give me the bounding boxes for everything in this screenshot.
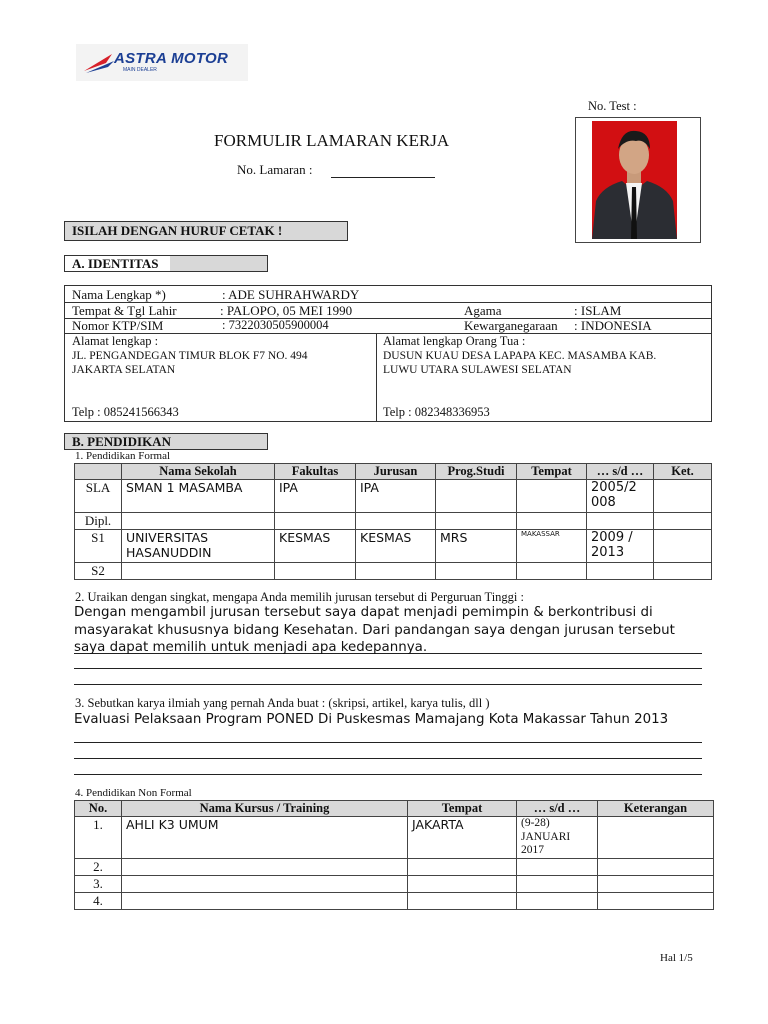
logo-brand-text: ASTRA MOTOR [114, 50, 229, 67]
col-tempat: Tempat [408, 801, 517, 817]
table-row [75, 876, 714, 893]
tempat-cell[interactable] [517, 480, 587, 513]
q3-answer[interactable]: Evaluasi Pelaksaan Program PONED Di Puskesmas Mamajang Kota Makassar Tahun 2013 [74, 712, 669, 727]
table-row [75, 893, 714, 910]
col-nama-kursus: Nama Kursus / Training [122, 801, 408, 817]
ktp-label: Nomor KTP/SIM [72, 318, 164, 333]
alamat-label: Alamat lengkap : [72, 334, 159, 348]
ket-cell[interactable] [654, 513, 712, 530]
col-jurusan: Jurusan [356, 464, 436, 480]
applicant-photo [592, 121, 677, 239]
page-number: Hal 1/5 [660, 952, 693, 964]
kursus-cell[interactable] [122, 893, 408, 910]
sekolah-cell[interactable]: UNIVERSITAS HASANUDDIN [122, 530, 275, 563]
no-lamaran-label: No. Lamaran : [237, 162, 313, 177]
tempat-cell[interactable] [408, 893, 517, 910]
col-ket: Ket. [654, 464, 712, 480]
table-row [75, 859, 714, 876]
table-row [75, 530, 712, 563]
col-fakultas: Fakultas [275, 464, 356, 480]
tempat-cell[interactable]: MAKASSAR [517, 530, 587, 563]
ket-cell[interactable] [654, 530, 712, 563]
ktp-value[interactable]: : 7322030505900004 [222, 318, 329, 332]
fakultas-cell[interactable]: IPA [275, 480, 356, 513]
sd-cell[interactable]: 2009 / 2013 [587, 530, 654, 563]
col-tempat: Tempat [517, 464, 587, 480]
sd-cell[interactable]: (9-28) JANUARI 2017 [517, 817, 598, 859]
form-title: FORMULIR LAMARAN KERJA [214, 131, 450, 150]
nonformal-header-row [75, 801, 714, 817]
telp-ortu-value[interactable]: Telp : 082348336953 [383, 405, 490, 419]
astra-motor-logo [76, 44, 248, 81]
sd-cell[interactable] [517, 859, 598, 876]
kewarganegaraan-label: Kewarganegaraan [464, 318, 558, 333]
tempat-cell[interactable]: JAKARTA [408, 817, 517, 859]
prodi-cell[interactable] [436, 563, 517, 580]
formal-header-row [75, 464, 712, 480]
sd-cell[interactable] [587, 513, 654, 530]
no-cell: 3. [75, 876, 122, 893]
alamat-line1[interactable]: JL. PENGANDEGAN TIMUR BLOK F7 NO. 494 [72, 350, 308, 362]
table-row [75, 480, 712, 513]
formal-education-table [74, 463, 712, 580]
col-no: No. [75, 801, 122, 817]
col-keterangan: Keterangan [598, 801, 714, 817]
fakultas-cell[interactable] [275, 513, 356, 530]
jurusan-cell[interactable] [356, 513, 436, 530]
ket-cell[interactable] [598, 893, 714, 910]
tempat-cell[interactable] [408, 876, 517, 893]
no-cell: 4. [75, 893, 122, 910]
alamat-line2[interactable]: JAKARTA SELATAN [72, 364, 176, 376]
no-cell: 1. [75, 817, 122, 859]
sekolah-cell[interactable] [122, 513, 275, 530]
table-row [75, 817, 714, 859]
logo-swoosh-icon [82, 51, 116, 75]
section-pendidikan: B. PENDIDIKAN [64, 433, 268, 450]
nonformal-education-table [74, 800, 714, 910]
q2-label: 2. Uraikan dengan singkat, mengapa Anda memilih jurusan tersebut di Perguruan Tinggi : [75, 590, 525, 604]
alamat-ortu-label: Alamat lengkap Orang Tua : [383, 334, 526, 348]
telp-value[interactable]: Telp : 085241566343 [72, 405, 179, 419]
kursus-cell[interactable] [122, 876, 408, 893]
jurusan-cell[interactable]: KESMAS [356, 530, 436, 563]
sd-cell[interactable] [517, 893, 598, 910]
ket-cell[interactable] [598, 817, 714, 859]
alamat-ortu-line1[interactable]: DUSUN KUAU DESA LAPAPA KEC. MASAMBA KAB. [383, 350, 657, 362]
sekolah-cell[interactable]: SMAN 1 MASAMBA [122, 480, 275, 513]
prodi-cell[interactable]: MRS [436, 530, 517, 563]
no-test-label: No. Test : [588, 99, 637, 113]
col-nama-sekolah: Nama Sekolah [122, 464, 275, 480]
nonformal-label: 4. Pendidikan Non Formal [75, 787, 192, 799]
fakultas-cell[interactable] [275, 563, 356, 580]
instruction-banner: ISILAH DENGAN HURUF CETAK ! [64, 221, 348, 241]
level-cell: S2 [75, 563, 122, 580]
level-cell: Dipl. [75, 513, 122, 530]
level-cell: S1 [75, 530, 122, 563]
sekolah-cell[interactable] [122, 563, 275, 580]
table-row [75, 563, 712, 580]
q2-answer[interactable]: Dengan mengambil jurusan tersebut saya dapat menjadi pemimpin & berkontribusi di masyarakat khususnya bidang Kesehatan. Dari pandangan saya dengan jurusan tersebut saya dapat memilih untuk menjadi apa kedepannya. [74, 605, 675, 656]
sd-cell[interactable] [587, 563, 654, 580]
prodi-cell[interactable] [436, 513, 517, 530]
col-prog-studi: Prog.Studi [436, 464, 517, 480]
identitas-box [64, 285, 712, 422]
formal-label: 1. Pendidikan Formal [75, 450, 171, 462]
kursus-cell[interactable]: AHLI K3 UMUM [122, 817, 408, 859]
applicant-photo-frame [575, 117, 701, 243]
sd-cell[interactable]: 2005/2 008 [587, 480, 654, 513]
nama-value[interactable]: : ADE SUHRAHWARDY [222, 287, 360, 302]
agama-value[interactable]: : ISLAM [574, 303, 622, 318]
jurusan-cell[interactable] [356, 563, 436, 580]
ket-cell[interactable] [654, 563, 712, 580]
no-lamaran-field[interactable] [331, 177, 435, 178]
prodi-cell[interactable] [436, 480, 517, 513]
nama-label: Nama Lengkap *) [72, 287, 166, 302]
col-sd: … s/d … [587, 464, 654, 480]
level-cell: SLA [75, 480, 122, 513]
tempat-cell[interactable] [517, 513, 587, 530]
col-level [75, 464, 122, 480]
kewarganegaraan-value[interactable]: : INDONESIA [574, 318, 652, 333]
sd-cell[interactable] [517, 876, 598, 893]
ttl-label: Tempat & Tgl Lahir [72, 303, 177, 318]
agama-label: Agama [464, 303, 502, 318]
ket-cell[interactable] [598, 876, 714, 893]
section-identitas: A. IDENTITAS [64, 255, 268, 272]
ket-cell[interactable] [654, 480, 712, 513]
tempat-cell[interactable] [517, 563, 587, 580]
col-sd: … s/d … [517, 801, 598, 817]
table-row [75, 513, 712, 530]
fakultas-cell[interactable]: KESMAS [275, 530, 356, 563]
logo-sub-text: MAIN DEALER [123, 67, 157, 73]
no-cell: 2. [75, 859, 122, 876]
alamat-ortu-line2[interactable]: LUWU UTARA SULAWESI SELATAN [383, 364, 572, 376]
ket-cell[interactable] [598, 859, 714, 876]
ttl-value[interactable]: : PALOPO, 05 MEI 1990 [220, 303, 353, 318]
jurusan-cell[interactable]: IPA [356, 480, 436, 513]
tempat-cell[interactable] [408, 859, 517, 876]
kursus-cell[interactable] [122, 859, 408, 876]
q3-label: 3. Sebutkan karya ilmiah yang pernah Anda buat : (skripsi, artikel, karya tulis, dll ) [75, 696, 490, 710]
